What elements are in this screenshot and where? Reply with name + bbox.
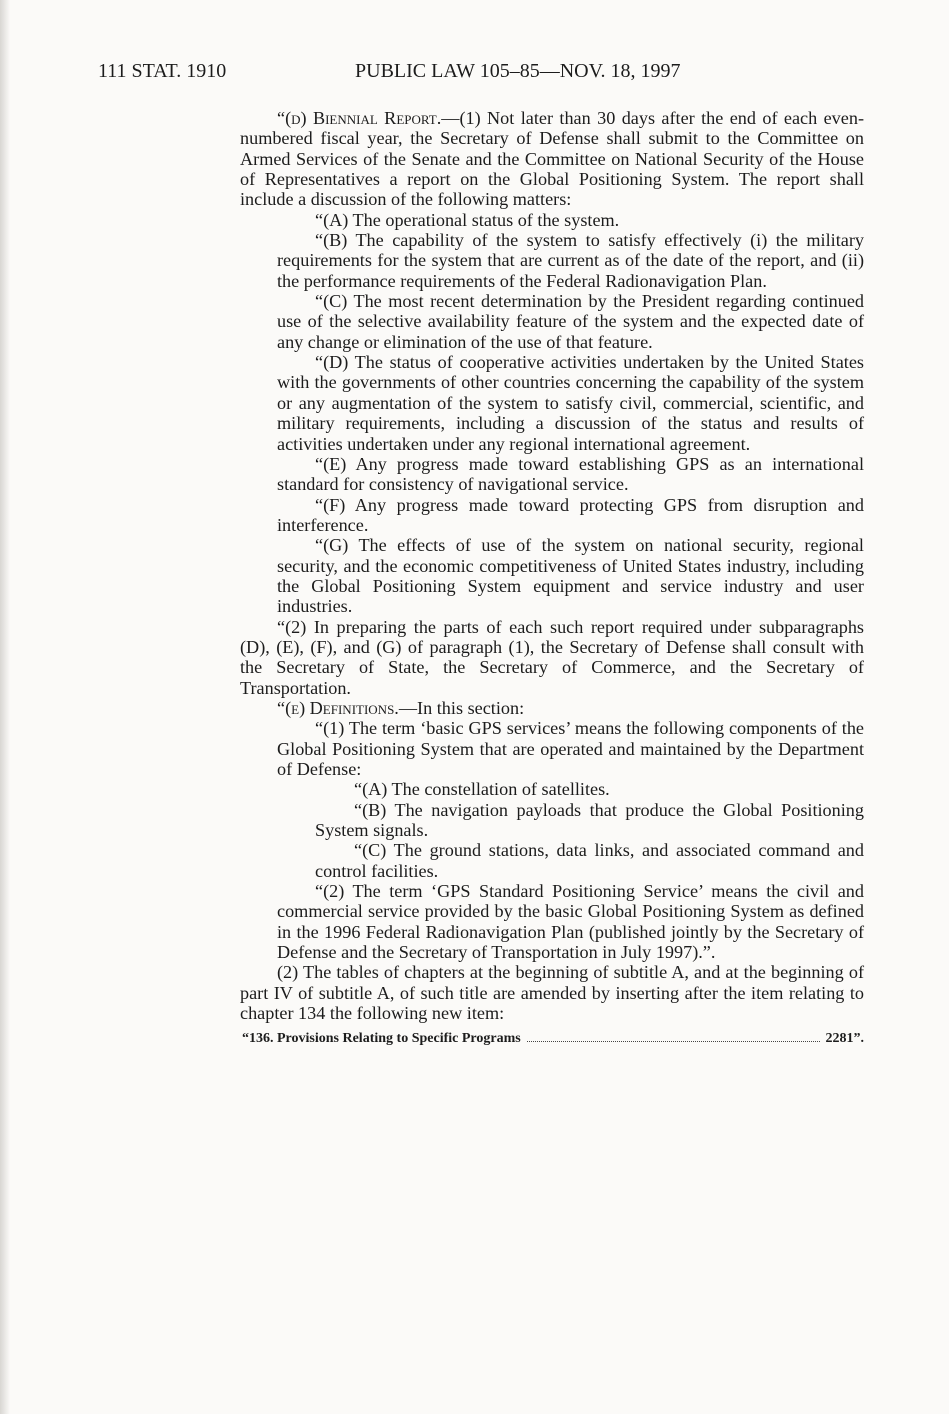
paragraph-tables-amendment: (2) The tables of chapters at the beginning of subtitle A, and at the beginning of part IV of subtitle A, of such title are amended by inserting after the item relating to chapter 134 the following new item: xyxy=(240,962,864,1024)
document-body xyxy=(240,108,864,1050)
table-of-chapters-item xyxy=(240,1029,864,1049)
paragraph-2-consultation: “(2) In preparing the parts of each such report required under subparagraphs (D), (E), (F), and (G) of paragraph (1), the Secretary of Defense shall consult with the Secretary of State, the Secretary of Commerce, and the Secretary of Transportation. xyxy=(240,616,864,698)
paragraph-heading: “(d) Biennial Report. xyxy=(277,108,442,128)
subparagraph-f: “(F) Any progress made toward protecting GPS from disruption and interference. xyxy=(277,494,864,535)
paragraph-definitions xyxy=(240,698,864,718)
paragraph-biennial-report xyxy=(240,108,864,210)
page-edge-shadow xyxy=(0,0,10,1414)
subparagraph-e: “(E) Any progress made toward establishing GPS as an international standard for consistency of navigational service. xyxy=(277,453,864,495)
subparagraph-c: “(C) The most recent determination by the President regarding continued use of the selective availability feature of the system and the expected date of any change or elimination of the use of that feature. xyxy=(277,291,864,352)
definition-2: “(2) The term ‘GPS Standard Positioning Service’ means the civil and commercial service provided by the basic Global Positioning System as defined in the 1996 Federal Radionavigation Plan (published jointly by the Secretary of Defense and the Secretary of Transportation in July 1997).”. xyxy=(277,881,864,963)
paragraph-heading: “(e) Definitions. xyxy=(277,697,399,718)
public-law-citation: PUBLIC LAW 105–85—NOV. 18, 1997 xyxy=(355,60,681,82)
subparagraph-b: “(B) The capability of the system to satisfy effectively (i) the military requirements for the system that are current as of the date of the report, and (ii) the performance requirements of the Federal Radionavigation Plan. xyxy=(277,230,864,291)
definition-1-c: “(C) The ground stations, data links, and associated command and control facilities. xyxy=(315,840,864,881)
paragraph-text: —In this section: xyxy=(398,697,525,718)
definition-1: “(1) The term ‘basic GPS services’ means the following components of the Global Positioning System that are operated and maintained by the Department of Defense: xyxy=(277,718,864,779)
definition-1-b: “(B) The navigation payloads that produce the Global Positioning System signals. xyxy=(315,799,864,841)
toc-leader-dots xyxy=(527,1041,820,1042)
statute-page-number: 111 STAT. 1910 xyxy=(98,60,227,82)
subparagraph-g: “(G) The effects of use of the system on national security, regional security, and the economic competitiveness of United States industry, including the Global Positioning System equipment and service industry and user industries. xyxy=(277,535,864,617)
paragraph-text: —(1) Not later than 30 days after the end of each even-numbered fiscal year, the Secretary of Defense shall submit to the Committee on Armed Services of the Senate and the Committee on National Security of the House of Representatives a report on the Global Positioning System. The report shall include a discussion of the following matters: xyxy=(240,108,864,210)
subparagraph-a: “(A) The operational status of the system. xyxy=(315,209,620,230)
definition-1-a: “(A) The constellation of satellites. xyxy=(354,779,610,800)
toc-item-page: 2281”. xyxy=(825,1031,864,1047)
page-header xyxy=(98,60,858,88)
toc-item-title: “136. Provisions Relating to Specific Programs xyxy=(242,1031,521,1047)
subparagraph-d: “(D) The status of cooperative activities undertaken by the United States with the governments of other countries concerning the capability of the system or any augmentation of the system to satisfy civil, commercial, scientific, and military requirements, including a discussion of the status and results of activities undertaken under any regional international agreement. xyxy=(277,352,864,454)
